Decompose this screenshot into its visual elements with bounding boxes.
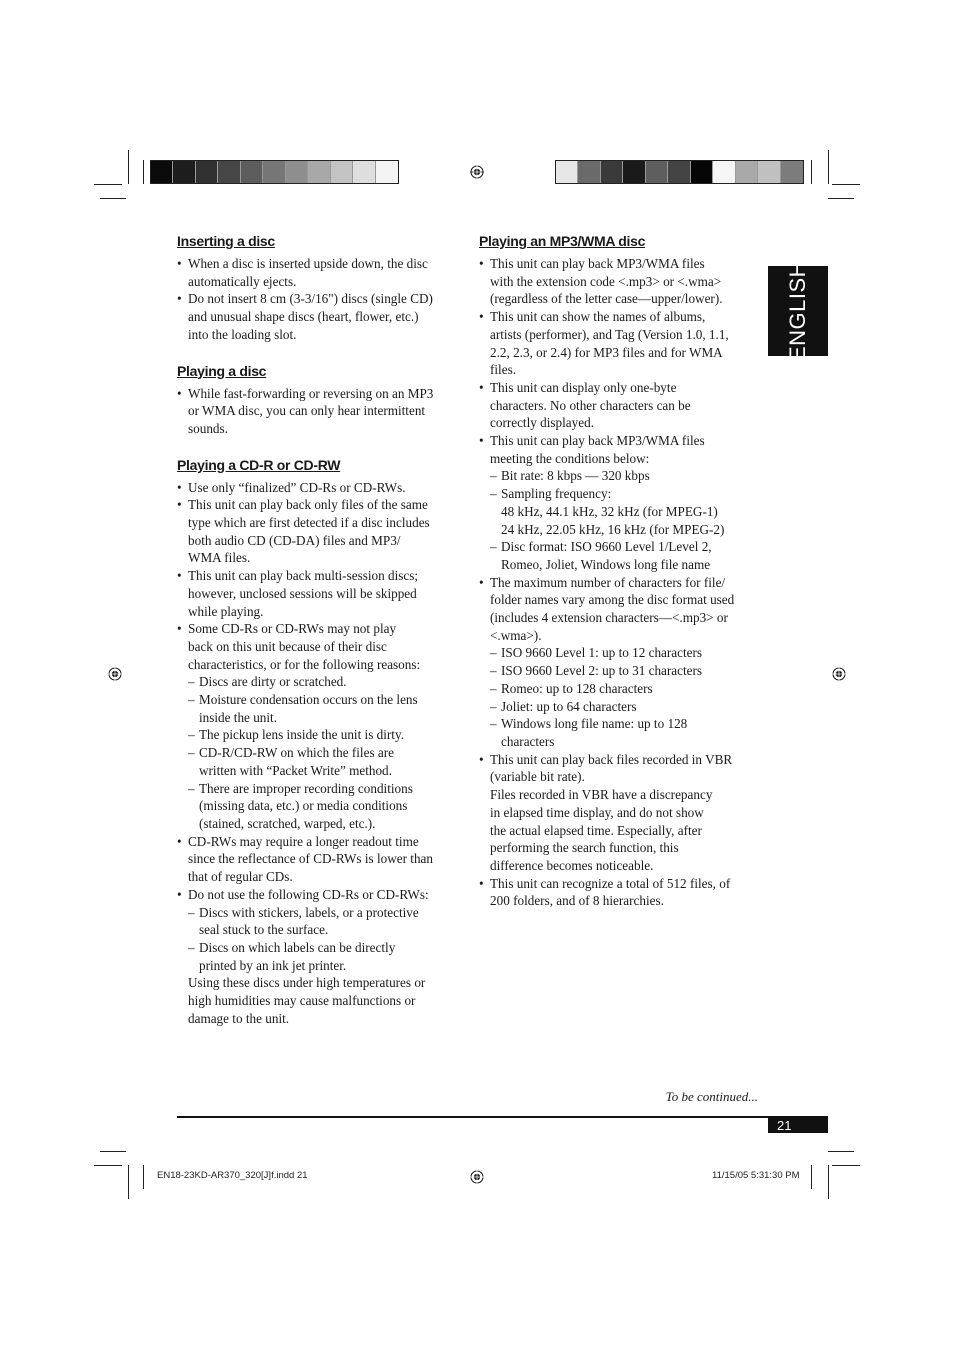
text-line: 200 folders, and of 8 hierarchies. bbox=[490, 893, 664, 909]
bullet-item bbox=[177, 290, 459, 343]
text-line: This unit can play back MP3/WMA files bbox=[490, 256, 705, 271]
dash-icon: – bbox=[490, 680, 497, 696]
bullet-item bbox=[177, 479, 459, 497]
color-swatch bbox=[646, 161, 668, 183]
page-number: 21 bbox=[768, 1118, 828, 1133]
text-line: folder names vary among the disc format used bbox=[490, 592, 735, 608]
dash-item bbox=[479, 485, 761, 503]
bullet-item bbox=[479, 308, 761, 379]
dash-icon: – bbox=[490, 539, 497, 555]
text-line: printed by an ink jet printer. bbox=[199, 957, 347, 973]
color-swatch bbox=[286, 161, 308, 183]
text-line: artists (performer), and Tag (Version 1.0, 1.1, bbox=[490, 326, 729, 342]
bullet-item bbox=[177, 567, 459, 620]
dash-item bbox=[177, 744, 459, 779]
dash-icon: – bbox=[188, 904, 195, 920]
color-swatch bbox=[331, 161, 353, 183]
color-swatch bbox=[376, 161, 398, 183]
text-line: Joliet: up to 64 characters bbox=[501, 698, 637, 714]
bullet-item bbox=[177, 886, 459, 904]
bullet-item bbox=[479, 875, 761, 910]
text-line: while playing. bbox=[188, 603, 264, 619]
bullet-item bbox=[479, 255, 761, 308]
text-line: inside the unit. bbox=[199, 709, 278, 725]
registration-mark-icon bbox=[108, 667, 122, 681]
text-line: in elapsed time display, and do not show bbox=[490, 804, 704, 820]
color-swatch bbox=[623, 161, 645, 183]
dash-icon: – bbox=[490, 486, 497, 502]
dash-item bbox=[177, 780, 459, 833]
bullet-icon: • bbox=[479, 574, 484, 590]
dash-item bbox=[177, 904, 459, 939]
footer-rule bbox=[177, 1116, 828, 1118]
color-swatch bbox=[601, 161, 623, 183]
color-swatch bbox=[173, 161, 195, 183]
text-line: Sampling frequency: bbox=[501, 486, 612, 502]
text-line: This unit can play back files recorded in VBR bbox=[490, 751, 733, 767]
text-line: This unit can play back only files of the same bbox=[188, 497, 428, 513]
text-line: difference becomes noticeable. bbox=[490, 857, 654, 873]
text-line: however, unclosed sessions will be skipped bbox=[188, 585, 417, 601]
text-line: correctly displayed. bbox=[490, 415, 594, 431]
text-line: (includes 4 extension characters—<.mp3> or bbox=[490, 610, 728, 626]
text-line: Romeo: up to 128 characters bbox=[501, 680, 653, 696]
bullet-item bbox=[479, 379, 761, 432]
text-line: Discs with stickers, labels, or a protective bbox=[199, 904, 419, 920]
text-line: with the extension code <.mp3> or <.wma> bbox=[490, 273, 722, 289]
text-line: The pickup lens inside the unit is dirty. bbox=[199, 727, 404, 743]
text-line: ISO 9660 Level 1: up to 12 characters bbox=[501, 645, 703, 661]
color-swatch bbox=[668, 161, 690, 183]
bullet-icon: • bbox=[177, 291, 182, 307]
text-line: 48 kHz, 44.1 kHz, 32 kHz (for MPEG-1) bbox=[501, 503, 718, 519]
language-tab-label: ENGLISH bbox=[785, 260, 810, 362]
color-bar-right bbox=[555, 160, 804, 184]
bullet-icon: • bbox=[177, 621, 182, 637]
text-line: This unit can display only one-byte bbox=[490, 379, 677, 395]
text-line: Discs on which labels can be directly bbox=[199, 939, 396, 955]
bullet-icon: • bbox=[479, 256, 484, 271]
bullet-item bbox=[177, 496, 459, 567]
text-line: Some CD-Rs or CD-RWs may not play bbox=[188, 621, 397, 637]
color-swatch bbox=[196, 161, 218, 183]
text-line: meeting the conditions below: bbox=[490, 450, 650, 466]
text-line: This unit can play back multi-session discs; bbox=[188, 568, 419, 584]
bullet-icon: • bbox=[177, 497, 182, 513]
dash-icon: – bbox=[490, 663, 497, 679]
text-line: sounds. bbox=[188, 420, 228, 436]
bullet-item bbox=[177, 833, 459, 886]
text-line: into the loading slot. bbox=[188, 326, 297, 342]
bullet-icon: • bbox=[479, 875, 484, 891]
dash-icon: – bbox=[188, 674, 195, 690]
dash-item bbox=[177, 939, 459, 974]
bullet-icon: • bbox=[177, 479, 182, 495]
text-line: characters. No other characters can be bbox=[490, 397, 691, 413]
bullet-icon: • bbox=[177, 568, 182, 584]
color-swatch bbox=[151, 161, 173, 183]
dash-item bbox=[479, 467, 761, 485]
text-line: CD-R/CD-RW on which the files are bbox=[199, 745, 394, 761]
dash-item bbox=[177, 691, 459, 726]
section bbox=[177, 232, 459, 344]
bullet-item bbox=[479, 751, 761, 786]
dash-icon: – bbox=[490, 645, 497, 661]
bullet-icon: • bbox=[177, 886, 182, 902]
bullet-item bbox=[479, 432, 761, 467]
continuation-text bbox=[479, 786, 761, 875]
bullet-item bbox=[177, 385, 459, 438]
text-line: (variable bit rate). bbox=[490, 769, 585, 785]
text-line: (stained, scratched, warped, etc.). bbox=[199, 815, 376, 831]
section-heading: Playing a disc bbox=[177, 362, 267, 379]
bullet-item bbox=[177, 620, 459, 673]
text-line: back on this unit because of their disc bbox=[188, 638, 387, 654]
dash-item bbox=[479, 538, 761, 573]
text-line: damage to the unit. bbox=[188, 1010, 290, 1026]
text-line: Bit rate: 8 kbps — 320 kbps bbox=[501, 468, 650, 484]
dash-icon: – bbox=[188, 780, 195, 796]
color-swatch bbox=[263, 161, 285, 183]
dash-icon: – bbox=[188, 939, 195, 955]
text-line: or WMA disc, you can only hear intermittent bbox=[188, 403, 426, 419]
left-column bbox=[177, 232, 459, 1045]
text-line: high humidities may cause malfunctions or bbox=[188, 993, 416, 1009]
text-line: Windows long file name: up to 128 bbox=[501, 716, 688, 732]
text-line: WMA files. bbox=[188, 550, 251, 566]
text-line: Moisture condensation occurs on the lens bbox=[199, 692, 418, 708]
text-line: both audio CD (CD-DA) files and MP3/ bbox=[188, 532, 401, 548]
dash-item bbox=[479, 715, 761, 750]
bullet-item bbox=[479, 574, 761, 645]
bullet-icon: • bbox=[177, 256, 182, 271]
dash-item bbox=[479, 644, 761, 662]
dash-icon: – bbox=[188, 745, 195, 761]
text-line: that of regular CDs. bbox=[188, 869, 293, 885]
right-column bbox=[479, 232, 761, 928]
bullet-icon: • bbox=[177, 833, 182, 849]
text-line: Do not insert 8 cm (3-3/16") discs (single CD) bbox=[188, 291, 433, 307]
text-line: While fast-forwarding or reversing on an MP3 bbox=[188, 385, 434, 401]
text-line: The maximum number of characters for file/ bbox=[490, 574, 726, 590]
continued-note: To be continued... bbox=[665, 1089, 758, 1104]
text-line: Romeo, Joliet, Windows long file name bbox=[501, 556, 711, 572]
color-swatch bbox=[691, 161, 713, 183]
text-line: Discs are dirty or scratched. bbox=[199, 674, 347, 690]
text-line: When a disc is inserted upside down, the disc bbox=[188, 256, 428, 271]
dash-icon: – bbox=[188, 727, 195, 743]
text-line: performing the search function, this bbox=[490, 840, 679, 856]
color-bar-left bbox=[150, 160, 399, 184]
text-line: This unit can play back MP3/WMA files bbox=[490, 433, 705, 449]
color-swatch bbox=[241, 161, 263, 183]
dash-item bbox=[177, 726, 459, 744]
dash-icon: – bbox=[490, 468, 497, 484]
dash-item bbox=[479, 698, 761, 716]
text-line: and unusual shape discs (heart, flower, etc.) bbox=[188, 309, 419, 325]
text-line: characters bbox=[501, 733, 555, 749]
text-line: seal stuck to the surface. bbox=[199, 922, 329, 938]
color-swatch bbox=[556, 161, 578, 183]
text-line: (missing data, etc.) or media conditions bbox=[199, 798, 408, 814]
bullet-icon: • bbox=[479, 379, 484, 395]
text-line: Files recorded in VBR have a discrepancy bbox=[490, 787, 713, 803]
color-swatch bbox=[758, 161, 780, 183]
dash-item bbox=[479, 680, 761, 698]
section bbox=[177, 362, 459, 438]
color-swatch bbox=[578, 161, 600, 183]
footer-timestamp: 11/15/05 5:31:30 PM bbox=[712, 1170, 800, 1181]
bullet-item bbox=[177, 255, 459, 290]
text-line: ISO 9660 Level 2: up to 31 characters bbox=[501, 663, 703, 679]
continuation-text bbox=[479, 503, 761, 538]
section bbox=[177, 456, 459, 1028]
bullet-icon: • bbox=[177, 385, 182, 401]
text-line: 2.2, 2.3, or 2.4) for MP3 files and for WMA bbox=[490, 344, 723, 360]
text-line: This unit can recognize a total of 512 files, of bbox=[490, 875, 731, 891]
text-line: characteristics, or for the following reasons: bbox=[188, 656, 421, 672]
text-line: Use only “finalized” CD-Rs or CD-RWs. bbox=[188, 479, 406, 495]
section-heading: Playing a CD-R or CD-RW bbox=[177, 456, 341, 473]
text-line: (regardless of the letter case—upper/lower). bbox=[490, 291, 723, 307]
text-line: Disc format: ISO 9660 Level 1/Level 2, bbox=[501, 539, 712, 555]
section-heading: Playing an MP3/WMA disc bbox=[479, 233, 646, 249]
text-line: Using these discs under high temperatures or bbox=[188, 975, 426, 991]
continuation-text bbox=[177, 974, 459, 1027]
text-line: Do not use the following CD-Rs or CD-RWs: bbox=[188, 886, 429, 902]
text-line: written with “Packet Write” method. bbox=[199, 762, 392, 778]
dash-item bbox=[177, 673, 459, 691]
registration-mark-icon bbox=[470, 165, 484, 179]
text-line: files. bbox=[490, 362, 517, 378]
text-line: type which are first detected if a disc includes bbox=[188, 515, 430, 531]
registration-mark-icon bbox=[832, 667, 846, 681]
text-line: CD-RWs may require a longer readout time bbox=[188, 833, 419, 849]
text-line: the actual elapsed time. Especially, after bbox=[490, 822, 702, 838]
bullet-icon: • bbox=[479, 433, 484, 449]
section bbox=[479, 232, 761, 910]
color-swatch bbox=[736, 161, 758, 183]
bullet-icon: • bbox=[479, 309, 484, 325]
footer-file-info: EN18-23KD-AR370_320[J]f.indd 21 bbox=[157, 1170, 308, 1181]
text-line: There are improper recording conditions bbox=[199, 780, 413, 796]
text-line: 24 kHz, 22.05 kHz, 16 kHz (for MPEG-2) bbox=[501, 521, 725, 537]
color-swatch bbox=[353, 161, 375, 183]
dash-item bbox=[479, 662, 761, 680]
dash-icon: – bbox=[490, 716, 497, 732]
color-swatch bbox=[218, 161, 240, 183]
color-swatch bbox=[713, 161, 735, 183]
section-heading: Inserting a disc bbox=[177, 233, 275, 249]
bullet-icon: • bbox=[479, 751, 484, 767]
language-tab bbox=[768, 260, 828, 362]
dash-icon: – bbox=[490, 698, 497, 714]
color-swatch bbox=[781, 161, 803, 183]
color-swatch bbox=[308, 161, 330, 183]
text-line: automatically ejects. bbox=[188, 273, 297, 289]
registration-mark-icon bbox=[470, 1170, 484, 1184]
dash-icon: – bbox=[188, 692, 195, 708]
text-line: since the reflectance of CD-RWs is lower than bbox=[188, 851, 433, 867]
text-line: <.wma>). bbox=[490, 627, 542, 643]
text-line: This unit can show the names of albums, bbox=[490, 309, 706, 325]
